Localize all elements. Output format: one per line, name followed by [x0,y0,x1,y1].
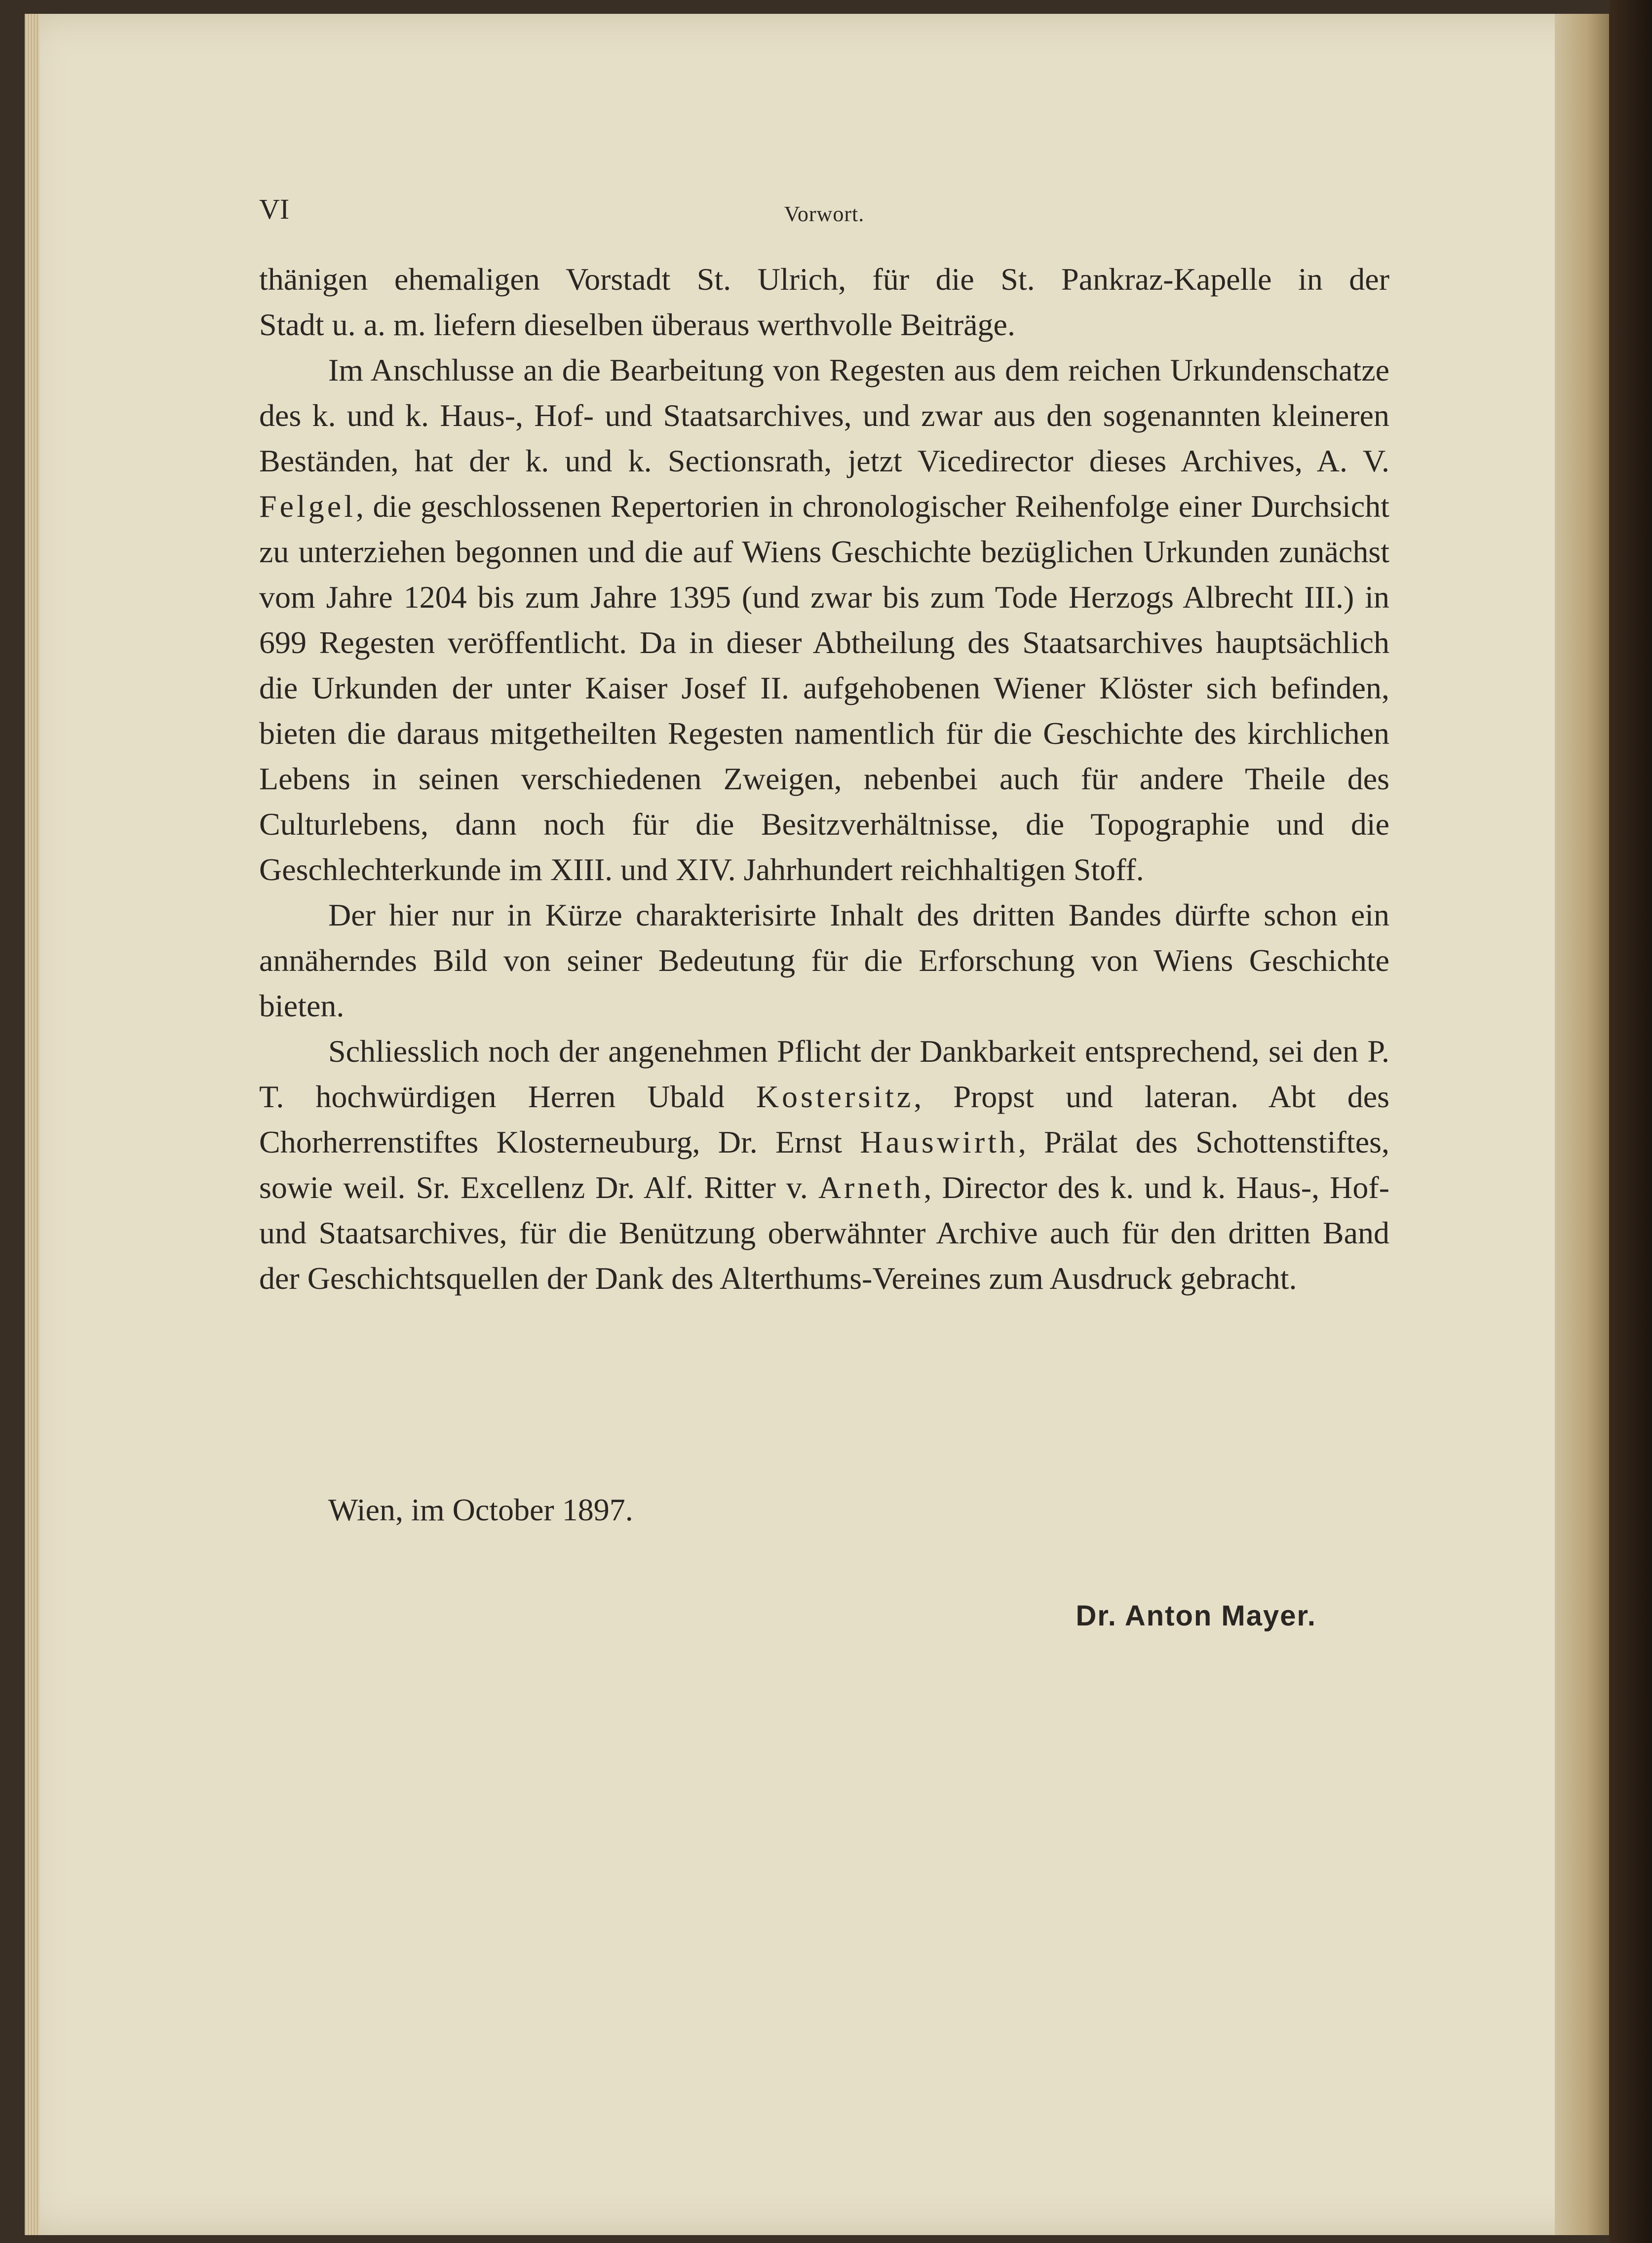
paragraph-4-text-d: , Director des k. und k. Haus-, Hof- und Staatsarchives, für die Benützung oberwähnter Archive auch für den dritten Band der Geschichtsquellen der Dank des Alterthums-Vereines zum Ausdruck gebracht. [259,1170,1390,1296]
paragraph-4 [259,1029,1389,1301]
paragraph-2 [259,348,1389,892]
page-header [237,193,1412,232]
page-edge-left [25,14,39,2235]
paragraph-3-text: Der hier nur in Kürze charakterisirte Inhalt des dritten Bandes dürfte schon ein annäherndes Bild von seiner Bedeutung für die Erforschung von Wiens Geschichte bieten. [259,897,1389,1023]
person-name-hauswirth: Hauswirth [860,1124,1018,1160]
author-signature: Dr. Anton Mayer. [1076,1600,1316,1632]
paragraph-1 [259,257,1389,302]
paragraph-2-text-b: , die geschlossenen Repertorien in chronologischer Reihenfolge einer Durchsicht zu unterziehen begonnen und die auf Wiens Geschichte bezüglichen Urkunden zunächst vom Jahre 1204 bis zum Jahre 1395 (und zwar bis zum Tode Herzogs Albrecht III.) in 699 Regesten veröffentlicht. Da in dieser Abtheilung des Staatsarchives hauptsächlich die Urkunden der unter Kaiser Josef II. aufgehobenen Wiener Klöster sich befinden, bieten die daraus mitgetheilten Regesten namentlich für die Geschichte des kirchlichen Lebens in seinen verschiedenen Zweigen, nebenbei auch für andere Theile des Culturlebens, dann noch für die Besitzverhältnisse, die Topographie und die Geschlechterkunde im XIII. und XIV. Jahrhundert reichhaltigen Stoff. [259,489,1389,887]
page-number: VI [259,193,290,225]
paragraph-1-line-2: Stadt u. a. m. liefern dieselben überaus werthvolle Beiträge. [259,307,1015,342]
book-spine [1609,0,1652,2243]
person-name-felgel: Felgel [259,489,356,524]
body-text [259,257,1389,1301]
paragraph-1-line-1: thänigen ehemaligen Vorstadt St. Ulrich, für die St. Pankraz-Kapelle in der [259,262,1389,297]
running-title: Vorwort. [784,202,865,226]
paragraph-1-end [259,302,1389,348]
paragraph-4-text-b: , Propst und lateran. Abt des Chorherrenstiftes Klosterneuburg, Dr. Ernst [259,1079,1390,1160]
person-name-arneth: Arneth [818,1170,924,1205]
paragraph-4-text-c: , Prälat des Schottenstiftes, sowie weil. Sr. Excellenz Dr. Alf. Ritter v. [259,1124,1390,1205]
paragraph-4-text-a: Schliesslich noch der angenehmen Pflicht der Dankbarkeit entsprechend, sei den P. T. hochwürdigen Herren Ubald [259,1034,1389,1114]
person-name-kostersitz: Kostersitz [756,1079,914,1114]
paragraph-2-text-a: Im Anschlusse an die Bearbeitung von Regesten aus dem reichen Urkundenschatze des k. und k. Haus-, Hof- und Staatsarchives, und zwar aus den sogenannten kleineren Beständen, hat der k. und k. Sectionsrath, jetzt Vicedirector dieses Archives, A. V. [259,352,1389,478]
paragraph-3 [259,892,1389,1029]
dateline: Wien, im October 1897. [328,1492,633,1527]
page-edge-right [1555,14,1609,2235]
